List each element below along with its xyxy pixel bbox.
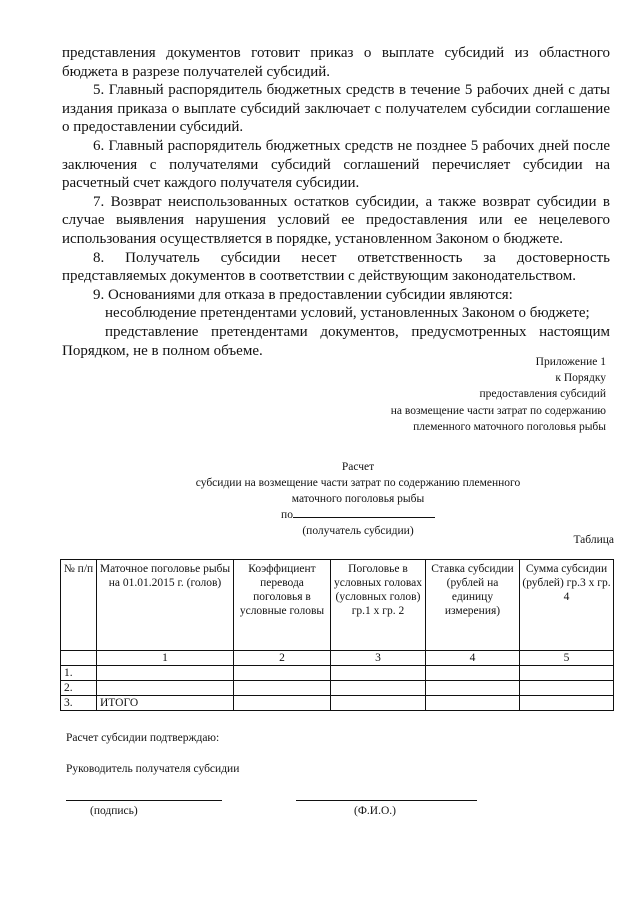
table-cell	[234, 666, 331, 681]
table-cell	[520, 681, 614, 696]
column-number: 4	[426, 651, 520, 666]
calculation-subtitle: маточного поголовья рыбы	[291, 493, 425, 505]
table-cell	[331, 666, 426, 681]
table-header-cell: Ставка субсидии (рублей на единицу измерения)	[426, 560, 520, 651]
paragraph-9: 9. Основаниями для отказа в предоставлении субсидии являются:	[93, 286, 513, 303]
table-row	[61, 681, 614, 696]
table-cell	[331, 696, 426, 711]
row-number: 3.	[61, 696, 97, 711]
calculation-subtitle: субсидии на возмещение части затрат по содержанию племенного	[195, 477, 521, 489]
table-cell	[426, 666, 520, 681]
signature-line	[66, 800, 222, 801]
table-header-cell: Маточное поголовье рыбы на 01.01.2015 г. (голов)	[97, 560, 234, 651]
appendix-line: предоставления субсидий	[479, 388, 606, 401]
total-label: ИТОГО	[97, 696, 234, 711]
recipient-line	[120, 507, 596, 523]
table-header-cell: № п/п	[61, 560, 97, 651]
name-line	[296, 800, 477, 801]
table-cell	[97, 681, 234, 696]
calculation-table	[60, 559, 614, 711]
body-text	[62, 44, 610, 360]
table-cell	[520, 696, 614, 711]
paragraph-7: 7. Возврат неиспользованных остатков субсидии, а также возврат субсидии в случае выявления нарушения условий ее предоставления или ее нецелевого использования осуществляется в порядке, установленном Законом о бюджете.	[62, 193, 610, 247]
table-cell	[97, 666, 234, 681]
head-of-recipient-text: Руководитель получателя субсидии	[66, 763, 240, 775]
recipient-underline	[293, 507, 435, 518]
column-number: 5	[520, 651, 614, 666]
paragraph-8: 8. Получатель субсидии несет ответственность за достоверность представляемых документов в соответствии с действующим законодательством.	[62, 249, 610, 285]
table-cell	[234, 681, 331, 696]
appendix-heading	[391, 354, 606, 435]
appendix-line: племенного маточного поголовья рыбы	[413, 420, 606, 433]
appendix-line: на возмещение части затрат по содержанию	[390, 404, 606, 417]
row-number: 2.	[61, 681, 97, 696]
paragraph-6: 6. Главный распорядитель бюджетных средств не позднее 5 рабочих дней после заключения с получателями субсидий соглашений перечисляет субсидии на расчетный счет каждого получателя субсидии.	[62, 137, 610, 192]
column-number: 1	[97, 651, 234, 666]
refusal-reason-1: несоблюдение претендентами условий, установленных Законом о бюджете;	[105, 305, 590, 322]
appendix-line: к Порядку	[555, 372, 606, 385]
table-row	[61, 666, 614, 681]
refusal-reason-2: представление претендентами документов, предусмотренных настоящим Порядком, не в полном объеме.	[62, 323, 610, 359]
column-number: 3	[331, 651, 426, 666]
recipient-caption: (получатель субсидии)	[302, 525, 414, 537]
table-cell	[426, 681, 520, 696]
recipient-prefix: по	[281, 509, 293, 521]
table-row-total	[61, 696, 614, 711]
appendix-line: Приложение 1	[535, 356, 606, 368]
table-label: Таблица	[573, 534, 614, 546]
table-header-row	[61, 560, 614, 651]
table-cell	[520, 666, 614, 681]
table-cell	[426, 696, 520, 711]
table-header-cell: Коэффициент перевода поголовья в условные головы	[234, 560, 331, 651]
column-number-row	[61, 651, 614, 666]
calculation-title-block	[120, 459, 596, 539]
confirmation-text: Расчет субсидии подтверждаю:	[66, 732, 220, 744]
signature-caption: (подпись)	[90, 805, 138, 817]
row-number: 1.	[61, 666, 97, 681]
table-cell	[61, 651, 97, 666]
column-number: 2	[234, 651, 331, 666]
name-caption: (Ф.И.О.)	[354, 805, 396, 817]
table-header-cell: Поголовье в условных головах (условных голов) гр.1 х гр. 2	[331, 560, 426, 651]
paragraph-5: 5. Главный распорядитель бюджетных средств в течение 5 рабочих дней с даты издания приказа о выплате субсидий заключает с получателем субсидии соглашение о предоставлении субсидий.	[62, 82, 610, 136]
paragraph-continuation: представления документов готовит приказ о выплате субсидий из областного бюджета в разрезе получателей субсидий.	[62, 45, 610, 80]
calculation-title: Расчет	[341, 461, 375, 473]
table-cell	[331, 681, 426, 696]
table-header-cell: Сумма субсидии (рублей) гр.3 х гр. 4	[520, 560, 614, 651]
table-cell	[234, 696, 331, 711]
